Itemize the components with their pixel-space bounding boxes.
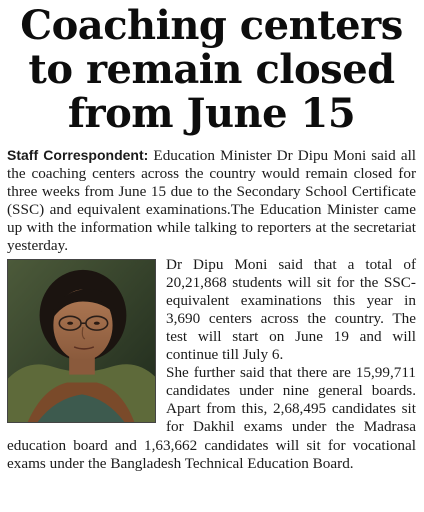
paragraph-1 xyxy=(7,146,416,256)
byline: Staff Correspondent: xyxy=(7,147,149,163)
paragraph-2: Dr Dipu Moni said that a total of 20,21,868 students will sit for the SSC-equivalent examinations this year in 3,690 centers across the country. The test will start on June 19 and will continue till July 6. xyxy=(166,255,416,364)
portrait-photo xyxy=(7,259,156,423)
article-body xyxy=(7,146,416,473)
portrait-icon xyxy=(8,260,155,422)
paragraph-3: She further said that there are 15,99,711 candidates under nine general boards. Apart from this, 2,68,495 candidates sit for Dakhil exams under the Madrasa education board and 1,63,662 candidates will sit for vocational exams under the Bangladesh Technical Education Board. xyxy=(7,364,416,472)
headline-line-3: from June 15 xyxy=(67,90,356,137)
headline-line-2: to remain closed xyxy=(28,46,395,93)
paragraph-1-text: Education Minister Dr Dipu Moni said all the coaching centers across the country would remain closed for three weeks from June 15 due to the Secondary School Certificate (SSC) and equivalent examinations.The Education Minister came up with the information while talking to reporters at the secretariat yesterday. xyxy=(7,147,417,255)
headline-line-1: Coaching centers xyxy=(20,2,403,49)
headline xyxy=(7,4,416,136)
